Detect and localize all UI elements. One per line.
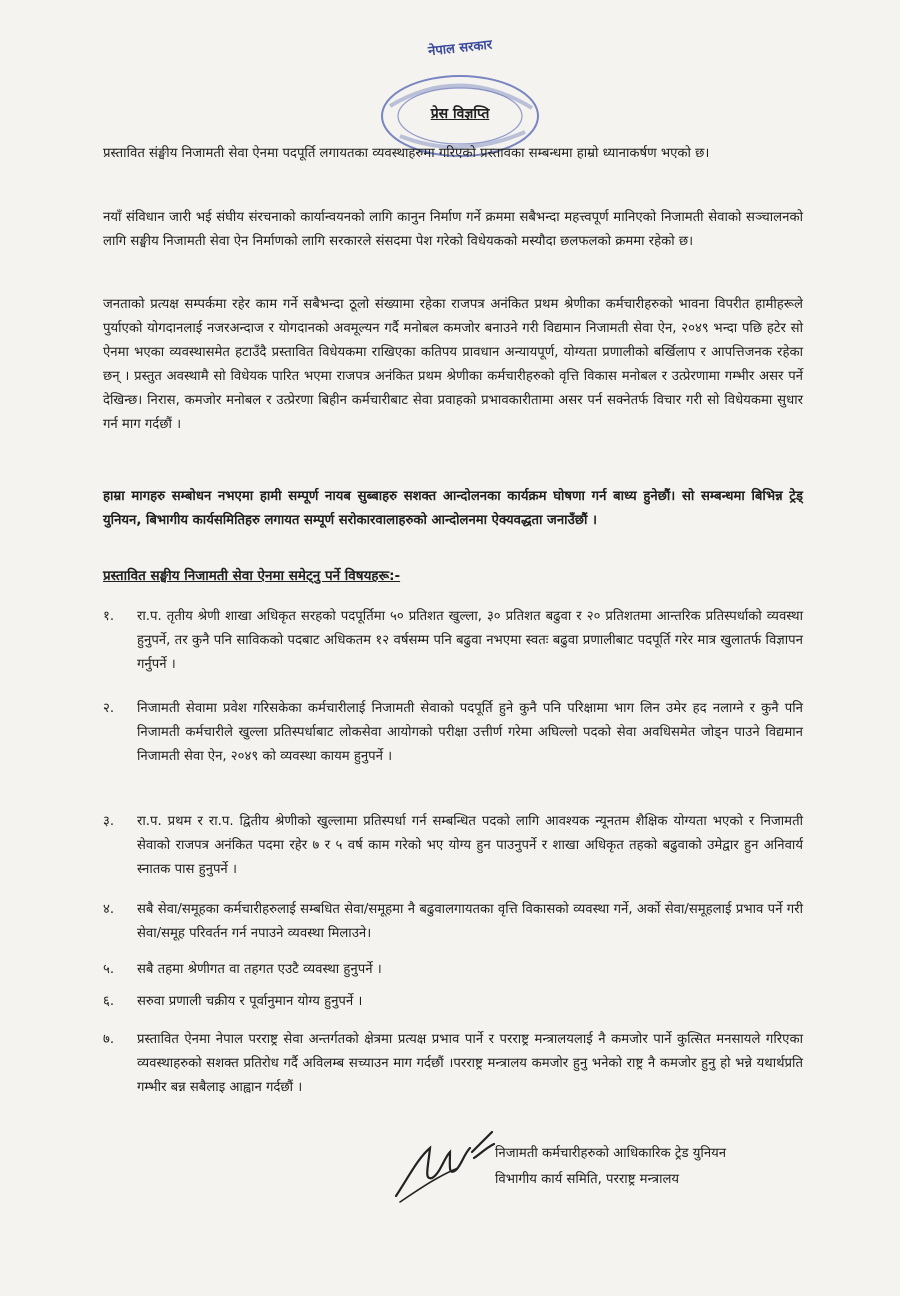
list-item-number: ६.	[103, 994, 115, 1009]
list-item-number: ४.	[103, 902, 115, 917]
list-item	[103, 1028, 803, 1100]
list-item	[103, 898, 803, 946]
list-item-number: २.	[103, 701, 115, 716]
signatory-organization: निजामती कर्मचारीहरुको आधिकारिक ट्रेड युनियन	[495, 1146, 727, 1161]
list-item	[103, 990, 803, 1014]
list-item-text: निजामती सेवामा प्रवेश गरिसकेका कर्मचारीलाई निजामती सेवाको पदपूर्ति हुने कुनै पनि परिक्षामा भाग लिन उमेर हद नलाग्ने र कुनै पनि निजामती कर्मचारीले खुल्ला प्रतिस्पर्धाबाट लोकसेवा आयोगको परीक्षा उत्तीर्ण गरेमा अघिल्लो पदको सेवा अवधिसमेत जोड्न पाउने विद्यमान निजामती सेवा ऐन, २०४९ को व्यवस्था कायम हुनुपर्ने ।	[137, 701, 803, 764]
seal-top-text: नेपाल सरकार	[427, 37, 493, 60]
list-heading: प्रस्तावित सङ्घीय निजामती सेवा ऐनमा समेट्नु पर्ने विषयहरू:-	[103, 568, 401, 584]
list-item-number: ३.	[103, 814, 115, 829]
page-title: प्रेस विज्ञप्ति	[430, 106, 490, 122]
list-item-number: १.	[103, 609, 115, 624]
list-item	[103, 810, 803, 882]
list-item	[103, 605, 803, 677]
list-item-number: ५.	[103, 962, 115, 977]
demand-paragraph: हाम्रा मागहरु सम्बोधन नभएमा हामी सम्पूर्ण नायब सुब्बाहरु सशक्त आन्दोलनका कार्यक्रम घोषणा गर्न बाध्य हुनेछौं। सो सम्बन्धमा बिभिन्न ट्रेड् युनियन, बिभागीय कार्यसमितिहरु लगायत सम्पूर्ण सरोकारवालाहरुको आन्दोलनमा ऐक्यवद्धता जनाउँछौं ।	[103, 489, 803, 528]
list-item-text: सबै सेवा/समूहका कर्मचारीहरुलाई सम्बधित सेवा/समूहमा नै बढुवालगायतका वृत्ति विकासको व्यवस्था गर्ने, अर्को सेवा/समूहलाई प्रभाव पर्ने गरी सेवा/समूह परिवर्तन गर्न नपाउने व्यवस्था मिलाउने।	[137, 902, 803, 941]
handwritten-signature-icon	[388, 1118, 508, 1208]
list-item-text: रा.प. प्रथम र रा.प. द्वितीय श्रेणीको खुल्लामा प्रतिस्पर्धा गर्न सम्बन्धित पदको लागि आवश्यक न्यूनतम शैक्षिक योग्यता भएको र निजामती सेवाको राजपत्र अनंकित पदमा रहेर ७ र ५ वर्ष काम गरेको भए योग्य हुन पाउनुपर्ने र शाखा अधिकृत तहको बढुवाको उमेद्वार हुन अनिवार्य स्नातक पास हुनुपर्ने ।	[137, 814, 803, 877]
list-item-number: ७.	[103, 1032, 115, 1047]
list-item	[103, 958, 803, 982]
context-paragraph: नयाँ संविधान जारी भई संघीय संरचनाको कार्यान्वयनको लागि कानुन निर्माण गर्ने क्रममा सबैभन्दा महत्त्वपूर्ण मानिएको निजामती सेवाको सञ्चालनको लागि सङ्घीय निजामती सेवा ऐन निर्माणको लागि सरकारले संसदमा पेश गरेको विधेयकको मस्यौदा छलफलको क्रममा रहेको छ।	[103, 210, 803, 249]
concern-paragraph: जनताको प्रत्यक्ष सम्पर्कमा रहेर काम गर्ने सबैभन्दा ठूलो संख्यामा रहेका राजपत्र अनंकित प्रथम श्रेणीका कर्मचारीहरुको भावना विपरीत हामीहरूले पुर्याएको योगदानलाई नजरअन्दाज र योगदानको अवमूल्यन गर्दै मनोबल कमजोर बनाउने गरी विद्यमान निजामती सेवा ऐन, २०४९ भन्दा पछि हटेर सो ऐनमा भएका व्यवस्थासमेत हटाउँदै प्रस्तावित विधेयकमा राखिएका कतिपय प्रावधान अन्यायपूर्ण, योग्यता प्रणालीको बर्खिलाप र आपत्तिजनक रहेका छन् । प्रस्तुत अवस्थामै सो विधेयक पारित भएमा राजपत्र अनंकित प्रथम श्रेणीका कर्मचारीहरुको वृत्ति विकास मनोबल र उत्प्रेरणामा गम्भीर असर पर्ने देखिन्छ। निरास, कमजोर मनोबल र उत्प्रेरणा बिहीन कर्मचारीबाट सेवा प्रवाहको प्रभावकारीतामा असर पर्न सक्नेतर्फ विचार गरी सो विधेयकमा सुधार गर्न माग गर्दछौं ।	[103, 297, 803, 432]
signatory-committee: विभागीय कार्य समिति, परराष्ट्र मन्त्रालय	[495, 1172, 680, 1187]
list-item-text: सरुवा प्रणाली चक्रीय र पूर्वानुमान योग्य हुनुपर्ने ।	[137, 994, 363, 1009]
list-item-text: रा.प. तृतीय श्रेणी शाखा अधिकृत सरहको पदपूर्तिमा ५० प्रतिशत खुल्ला, ३० प्रतिशत बढुवा र २० प्रतिशतमा आन्तरिक प्रतिस्पर्धाको व्यवस्था हुनुपर्ने, तर कुनै पनि साविकको पदबाट अधिकतम १२ वर्षसम्म पनि बढुवा नभएमा स्वतः बढुवा प्रणालीबाट पदपूर्ति गरेर मात्र खुलातर्फ विज्ञापन गर्नुपर्ने ।	[137, 609, 803, 672]
list-item	[103, 697, 803, 769]
intro-paragraph: प्रस्तावित संङ्घीय निजामती सेवा ऐनमा पदपूर्ति लगायतका व्यवस्थाहरुमा गरिएको प्रस्तावका सम्बन्धमा हाम्रो ध्यानाकर्षण भएको छ।	[103, 146, 710, 161]
list-item-text: सबै तहमा श्रेणीगत वा तहगत एउटै व्यवस्था हुनुपर्ने ।	[137, 962, 382, 977]
list-item-text: प्रस्तावित ऐनमा नेपाल परराष्ट्र सेवा अन्तर्गतको क्षेत्रमा प्रत्यक्ष प्रभाव पार्ने र परराष्ट्र मन्त्रालयलाई नै कमजोर पार्ने कुत्सित मनसायले गरिएका व्यवस्थाहरुको सशक्त प्रतिरोध गर्दै अविलम्ब सच्याउन माग गर्दछौं ।परराष्ट्र मन्त्रालय कमजोर हुनु भनेको राष्ट्र नै कमजोर हुनु हो भन्ने यथार्थप्रति गम्भीर बन्न सबैलाइ आह्वान गर्दछौं ।	[137, 1032, 803, 1095]
